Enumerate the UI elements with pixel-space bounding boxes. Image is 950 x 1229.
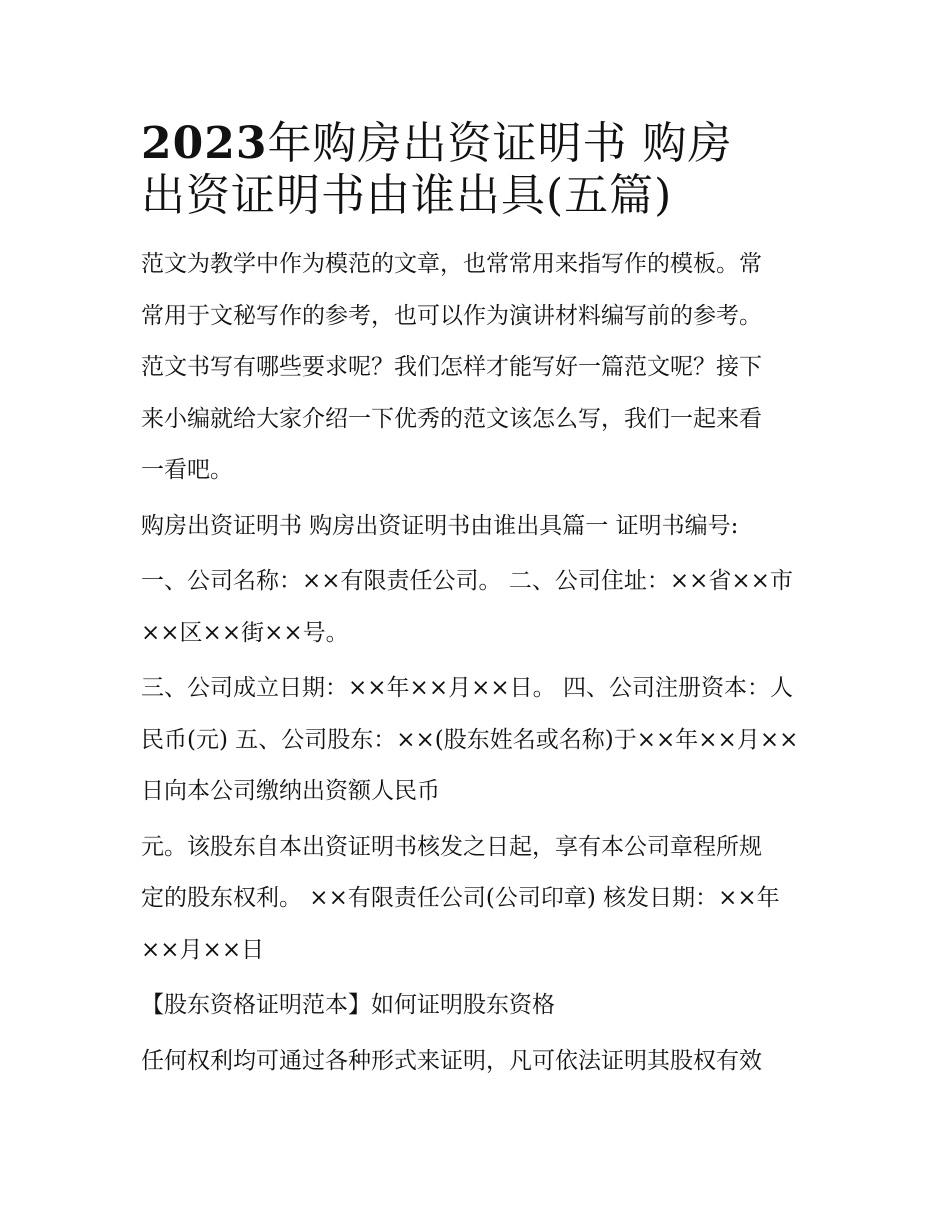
document-title xyxy=(141,118,816,221)
paragraph-company-info xyxy=(141,556,816,659)
paragraph-shareholder-rights xyxy=(141,822,816,977)
paragraph-company-capital xyxy=(141,663,816,818)
text-line: 日向本公司缴纳出资额人民币 xyxy=(141,778,440,804)
text-line: 范文书写有哪些要求呢？我们怎样才能写好一篇范文呢？接下 xyxy=(141,354,762,380)
text-line: 【股东资格证明范本】如何证明股东资格 xyxy=(141,992,555,1018)
text-line: ××区××街××号。 xyxy=(141,619,349,646)
text-line: 元。该股东自本出资证明书核发之日起，享有本公司章程所规 xyxy=(141,833,762,860)
text-line: 三、公司成立日期：××年××月××日。 四、公司注册资本：人 xyxy=(141,675,793,701)
text-line: 民币(元) 五、公司股东：××(股东姓名或名称)于××年××月×× xyxy=(141,726,799,753)
text-line: 任何权利均可通过各种形式来证明，凡可依法证明其股权有效 xyxy=(141,1047,762,1074)
document-body xyxy=(141,239,816,1087)
text-line: 范文为教学中作为模范的文章，也常常用来指写作的模板。常 xyxy=(141,251,762,277)
text-line: 来小编就给大家介绍一下优秀的范文该怎么写，我们一起来看 xyxy=(141,405,762,432)
text-line: 购房出资证明书 购房出资证明书由谁出具篇一 证明书编号: xyxy=(141,512,739,539)
title-line-1-text: 年购房出资证明书 购房 xyxy=(267,118,733,169)
paragraph-subheading xyxy=(141,980,816,1032)
paragraph-section-heading xyxy=(141,501,816,553)
text-line: 常用于文秘写作的参考，也可以作为演讲材料编写前的参考。 xyxy=(141,302,762,329)
title-line-2: 出资证明书由谁出具(五篇) xyxy=(141,169,673,221)
document-page xyxy=(141,118,816,1091)
title-year: 2023 xyxy=(141,118,268,169)
text-line: 一看吧。 xyxy=(141,457,233,483)
text-line: 定的股东权利。 ××有限责任公司(公司印章) 核发日期：××年 xyxy=(141,885,780,911)
paragraph-proof xyxy=(141,1036,816,1088)
text-line: ××月××日 xyxy=(141,936,265,963)
title-line-1 xyxy=(141,118,816,170)
paragraph-intro xyxy=(141,239,816,497)
text-line: 一、公司名称：××有限责任公司。 二、公司住址：××省××市 xyxy=(141,568,793,594)
